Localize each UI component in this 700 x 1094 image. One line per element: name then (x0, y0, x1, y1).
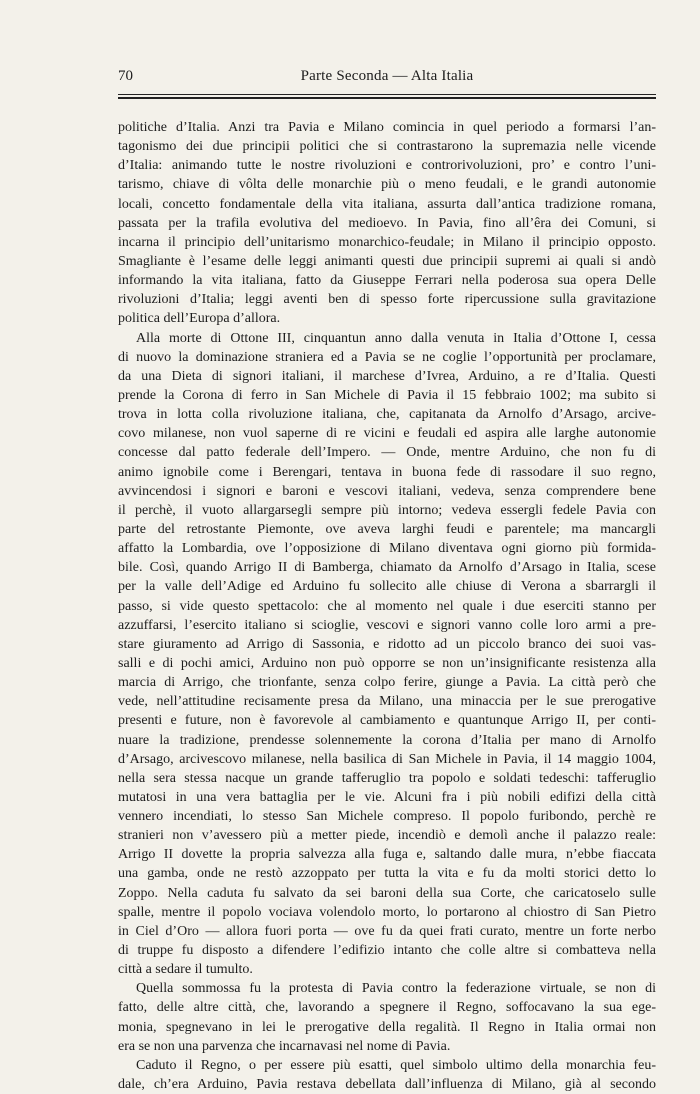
text-line: marcia di Arrigo, che trionfante, senza colpo ferire, giunge a Pavia. La città però che (118, 675, 656, 691)
text-line: informando la vita italiana, fatto da Giuseppe Ferrari nella poderosa sua opera Delle (118, 273, 656, 289)
text-line: stranieri non v’avessero più a metter piede, incendiò e demolì anche il palazzo reale: (118, 828, 656, 844)
header-rule-thick (118, 97, 656, 99)
text-line: una gamba, onde ne restò azzoppato per tutta la vita e fu da molti storici detto lo (118, 866, 656, 882)
text-line: Arrigo II dovette la propria salvezza alla fuga e, saltando dalle mura, n’ebbe fiaccata (118, 847, 656, 863)
text-line: mutatosi in una vera battaglia per le vie. Alcuni fra i più nobili edifizi della città (118, 789, 656, 805)
text-line: Zoppo. Nella caduta fu salvato da sei baroni della sua Corte, che caricatoselo sulle (118, 885, 656, 901)
text-line: tarismo, chiave di vôlta delle monarchie più o meno feudali, e le grandi autonomie (118, 177, 656, 193)
text-line: in Ciel d’Oro — allora fuori porta — ove fu da quei frati curato, mentre un forte nerbo (118, 923, 656, 939)
text-line: città a sedare il tumulto. (118, 962, 253, 978)
text-line: fatto, delle altre città, che, lavorando a spegnere il Regno, soffocavano la sua ege- (118, 1000, 656, 1016)
text-line: spalle, mentre il popolo vociava volendolo morto, lo portarono al chiostro di San Pietro (118, 904, 656, 920)
header-rule-thin (118, 94, 656, 95)
body-text (118, 118, 656, 1094)
text-line: covo milanese, non vuol saperne di re vicini e feudali ed aspira alle larghe autonomie (118, 426, 656, 442)
text-line: incarna il principio dell’unitarismo monarchico-feudale; in Milano il principio opposto. (118, 234, 656, 250)
text-line: trova in lotta colla rivoluzione italiana, che, capitanata da Arnolfo d’Arsago, arcive- (118, 407, 656, 423)
running-title: Parte Seconda — Alta Italia (300, 68, 474, 84)
text-line: da una Dieta di signori italiani, il marchese d’Ivrea, Arduino, a re d’Italia. Questi (118, 368, 656, 384)
text-line: era se non una parvenza che incarnavasi nel nome di Pavia. (118, 1038, 451, 1054)
text-line: stare giuramento ad Arrigo di Sassonia, e ridotto ad un piccolo branco dei suoi vas- (118, 636, 656, 652)
text-line: passo, si vide questo spettacolo: che al momento nel quale i due eserciti stanno per (118, 598, 656, 614)
text-line: politiche d’Italia. Anzi tra Pavia e Milano comincia in quel periodo a formarsi l’an- (118, 120, 656, 135)
text-line: animo ignobile come i Berengari, tentava in buona fede di rassodare il suo regno, (118, 464, 656, 480)
text-line: rivoluzioni d’Italia; leggi aventi ben di spesso forte ripercussione sulla gravitazione (118, 292, 656, 308)
text-line: Caduto il Regno, o per essere più esatti, quel simbolo ultimo della monarchia feu- (136, 1057, 656, 1073)
text-line: vede, nell’attitudine recisamente presa da Milano, una minaccia per le sue prerogative (118, 694, 656, 710)
text-line: concesse dal patto federale dell’Impero. — Onde, mentre Arduino, che non fu di (118, 445, 656, 461)
text-line: nella sera stessa nacque un grande tafferuglio tra popolo e soldati tedeschi: tafferuglio (118, 770, 656, 786)
text-line: passata per la trafila evolutiva del medioevo. In Pavia, fino all’êra dei Comuni, si (118, 215, 656, 231)
text-line: Quella sommossa fu la protesta di Pavia contro la federazione virtuale, se non di (136, 981, 656, 997)
text-line: affatto la Lombardia, ove l’opposizione di Milano diventava ogni giorno più formida- (118, 541, 656, 557)
text-line: presenti e future, non è favorevole al cambiamento e quantunque Arrigo II, per conti- (118, 713, 656, 729)
text-line: monia, spegnevano in lei le prerogative della regalità. Il Regno in Italia ormai non (118, 1019, 656, 1035)
text-line: parte del retrostante Piemonte, ove aveva larghi feudi e parentele; ma mancargli (118, 521, 656, 537)
text-line: prende la Corona di ferro in San Michele di Pavia il 15 febbraio 1002; ma subito si (118, 387, 656, 403)
text-line: tagonismo dei due principii politici che si contrastarono la supremazia nelle vicende (118, 139, 656, 155)
page-number: 70 (118, 68, 133, 84)
text-line: Alla morte di Ottone III, cinquantun anno dalla venuta in Italia d’Ottone I, cessa (136, 330, 656, 346)
running-header (118, 68, 656, 90)
text-line: di nuovo la dominazione straniera ed a Pavia se ne coglie l’opportunità per proclamare, (118, 349, 656, 365)
text-line: nuare la tradizione, prendesse solennemente la corona d’Italia per mano di Arnolfo (118, 732, 656, 748)
text-line: locali, concetto fondamentale della vita italiana, assurta dall’antica tradizione romana, (118, 196, 656, 212)
text-line: politica dell’Europa d’allora. (118, 311, 281, 327)
text-line: salli e di pochi amici, Arduino non può opporre se non un’insignificante resistenza alla (118, 655, 656, 671)
text-line: il perchè, il vuoto allargarsegli sempre più intorno; vedeva essergli fedele Pavia con (118, 502, 656, 518)
text-line: d’Italia: animando tutte le nostre rivoluzioni e controrivoluzioni, pro’ e contro l’uni- (118, 158, 656, 174)
text-line: dale, ch’era Arduino, Pavia restava debellata dall’influenza di Milano, già al secondo (118, 1077, 656, 1093)
text-line: d’Arsago, arcivescovo milanese, nella basilica di San Michele in Pavia, il 14 maggio 1004, (118, 751, 656, 767)
text-line: vennero incendiati, lo stesso San Michele compreso. Il popolo furibondo, perchè re (118, 809, 656, 825)
text-line: Smagliante è l’esame delle leggi animanti questi due principii supremi ai quali si andò (118, 253, 656, 269)
text-line: avvincendosi i signori e baroni e vescovi italiani, vedeva, senza comprendere bene (118, 483, 656, 499)
text-line: per la valle dell’Adige ed Arduino fu sollecito alle chiuse di Verona a sbarrargli il (118, 579, 656, 595)
text-line: di truppe fu disposto a difendere l’edifizio intanto che colle altre si combatteva nella (118, 943, 656, 959)
text-line: azzuffarsi, l’esercito italiano si scioglie, vescovi e signori vanno colle loro armi a pre- (118, 617, 656, 633)
text-line: bile. Così, quando Arrigo II di Bamberga, chiamato da Arnolfo d’Arsago in Italia, scese (118, 560, 656, 576)
